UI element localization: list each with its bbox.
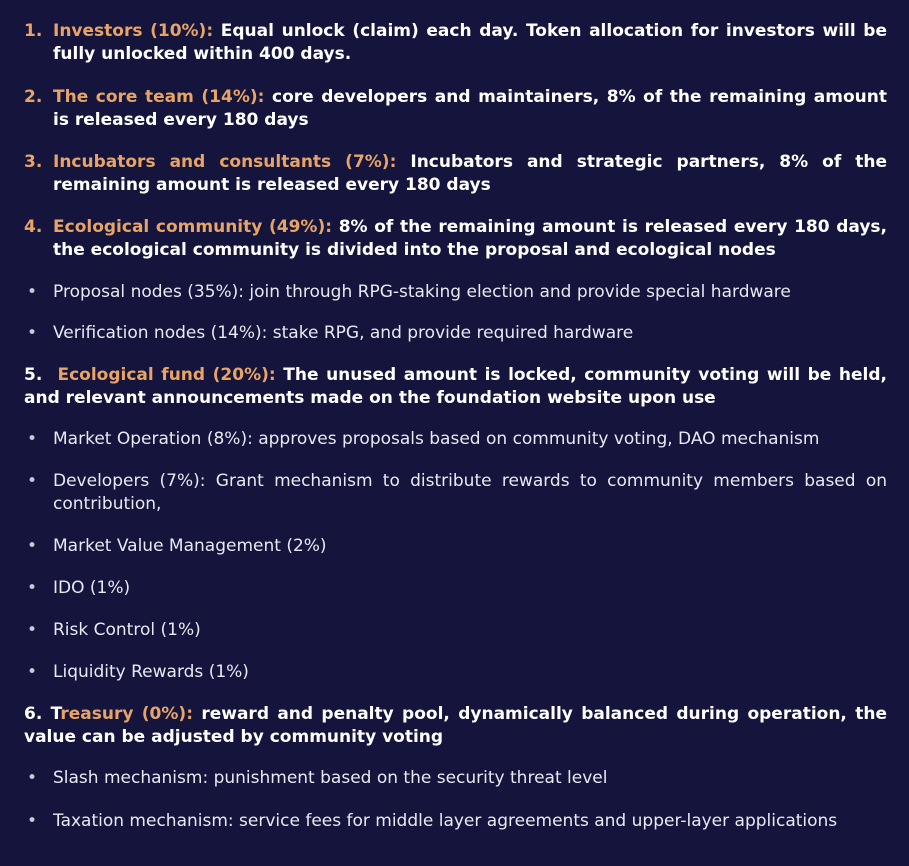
list-item <box>24 577 887 600</box>
item-title: Ecological fund (20%): <box>57 365 276 385</box>
list-item <box>24 810 887 833</box>
item-investors <box>24 20 887 66</box>
item-title: Investors (10%): <box>53 21 214 41</box>
item-core-team <box>24 86 887 132</box>
item-text: 8% of the remaining amount is released every 180 days, the ecological community is divided into the proposal and ecological nodes <box>53 217 888 260</box>
list-item <box>24 322 887 345</box>
bullet-text: Proposal nodes (35%): join through RPG-staking election and provide special hardware <box>53 282 791 302</box>
list-item <box>24 661 887 684</box>
bullet-text: Risk Control (1%) <box>53 620 201 640</box>
bullet-text: IDO (1%) <box>53 578 131 598</box>
list-item <box>24 470 887 516</box>
item-number: 1. <box>24 21 43 41</box>
item-number: 5. <box>24 365 43 385</box>
bullet-text: Verification nodes (14%): stake RPG, and provide required hardware <box>53 323 634 343</box>
item-text: reward and penalty pool, dynamically balanced during operation, the value can be adjusted by community voting <box>24 704 887 747</box>
item-number: 6. <box>24 704 43 724</box>
item-treasury <box>24 703 887 749</box>
bullet-icon: • <box>27 282 38 302</box>
item-number: 2. <box>24 87 43 107</box>
item-title: reasury (0%): <box>60 704 193 724</box>
bullet-icon: • <box>27 578 38 598</box>
bullet-icon: • <box>27 662 38 682</box>
bullet-icon: • <box>27 536 38 556</box>
item-text: core developers and maintainers, 8% of the remaining amount is released every 180 days <box>53 87 887 130</box>
item-title: The core team (14%): <box>53 87 265 107</box>
bullet-icon: • <box>27 620 38 640</box>
item-number: 4. <box>24 217 43 237</box>
bullet-icon: • <box>27 811 38 831</box>
item-text: Equal unlock (claim) each day. Token allocation for investors will be fully unlocked within 400 days. <box>53 21 888 64</box>
bullet-icon: • <box>27 471 38 491</box>
list-item <box>24 619 887 642</box>
list-item <box>24 428 887 451</box>
item-ecological-community <box>24 216 887 262</box>
item-text: Incubators and strategic partners, 8% of the remaining amount is released every 180 days <box>53 152 887 195</box>
bullet-text: Market Operation (8%): approves proposals based on community voting, DAO mechanism <box>53 429 820 449</box>
bullet-text: Developers (7%): Grant mechanism to distribute rewards to community members based on contribution, <box>53 471 887 514</box>
item-title-initial: T <box>50 704 61 724</box>
bullet-text: Slash mechanism: punishment based on the security threat level <box>53 768 608 788</box>
list-item <box>24 281 887 304</box>
bullet-icon: • <box>27 323 38 343</box>
bullet-icon: • <box>27 768 38 788</box>
item-title: Incubators and consultants (7%): <box>53 152 397 172</box>
bullet-icon: • <box>27 429 38 449</box>
item-title: Ecological community (49%): <box>53 217 333 237</box>
item-ecological-fund <box>24 364 887 410</box>
bullet-text: Market Value Management (2%) <box>53 536 327 556</box>
item-incubators <box>24 151 887 197</box>
bullet-text: Liquidity Rewards (1%) <box>53 662 249 682</box>
list-item <box>24 535 887 558</box>
item-number: 3. <box>24 152 43 172</box>
item-text: The unused amount is locked, community voting will be held, and relevant announcements made on the foundation website upon use <box>24 365 887 408</box>
bullet-text: Taxation mechanism: service fees for middle layer agreements and upper-layer applications <box>53 811 838 831</box>
list-item <box>24 767 887 790</box>
